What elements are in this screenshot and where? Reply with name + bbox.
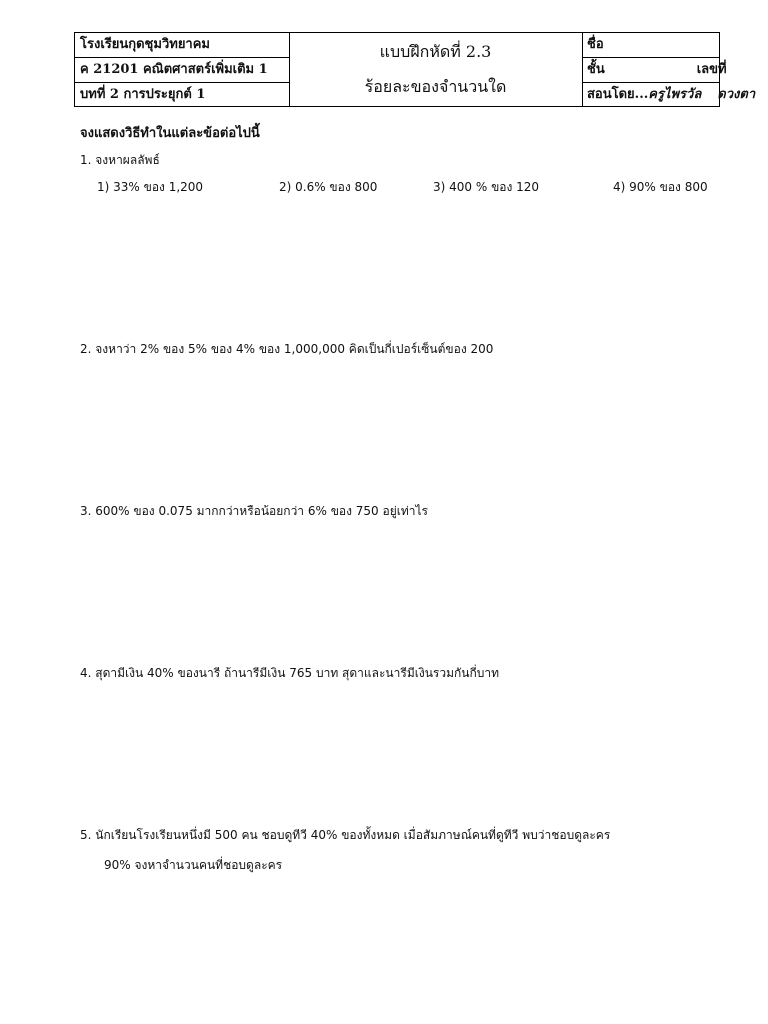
worksheet-title: แบบฝึกหัดที่ 2.3 (379, 42, 492, 61)
name-field-label: ชื่อ (582, 33, 719, 58)
worksheet-header-table (74, 32, 756, 107)
teacher-row (582, 83, 756, 107)
course-name: ค 21201 คณิตศาสตร์เพิ่มเติม 1 (75, 58, 289, 83)
number-field-label: เลขที่ (696, 62, 727, 77)
teacher-last-name: ดวงตา (717, 87, 756, 102)
instructions: จงแสดงวิธีทำในแต่ละข้อต่อไปนี้ (80, 126, 260, 141)
question-1-item-1: 1) 33% ของ 1,200 (97, 180, 204, 194)
question-3: 3. 600% ของ 0.075 มากกว่าหรือน้อยกว่า 6% ของ 750 อยู่เท่าไร (80, 504, 428, 518)
worksheet-subtitle: ร้อยละของจำนวนใด (364, 77, 507, 96)
question-1-item-4: 4) 90% ของ 800 (613, 180, 708, 194)
question-5-line-2: 90% จงหาจำนวนคนที่ชอบดูละคร (104, 858, 283, 872)
header-title-column (289, 33, 583, 106)
class-number-row (582, 58, 727, 83)
class-field-label: ชั้น (587, 62, 605, 77)
chapter-name: บทที่ 2 การประยุกต์ 1 (80, 87, 206, 102)
header-student-column (582, 33, 756, 106)
header-left-column (75, 33, 290, 106)
question-1-item-3: 3) 400 % ของ 120 (433, 180, 540, 194)
school-name: โรงเรียนกุดชุมวิทยาคม (75, 33, 289, 58)
question-4: 4. สุดามีเงิน 40% ของนารี ถ้านารีมีเงิน 765 บาท สุดาและนารีมีเงินรวมกันกี่บาท (80, 666, 499, 680)
question-2: 2. จงหาว่า 2% ของ 5% ของ 4% ของ 1,000,000 คิดเป็นกี่เปอร์เซ็นต์ของ 200 (80, 342, 494, 356)
question-1: 1. จงหาผลลัพธ์ (80, 153, 160, 167)
taught-by-label: สอนโดย... (587, 87, 649, 102)
teacher-first-name: ครูไพรวัล (648, 87, 702, 102)
question-1-item-2: 2) 0.6% ของ 800 (279, 180, 378, 194)
question-5-line-1: 5. นักเรียนโรงเรียนหนึ่งมี 500 คน ชอบดูทีวี 40% ของทั้งหมด เมื่อสัมภาษณ์คนที่ดูทีวี พบว่าชอบดูละคร (80, 828, 611, 842)
